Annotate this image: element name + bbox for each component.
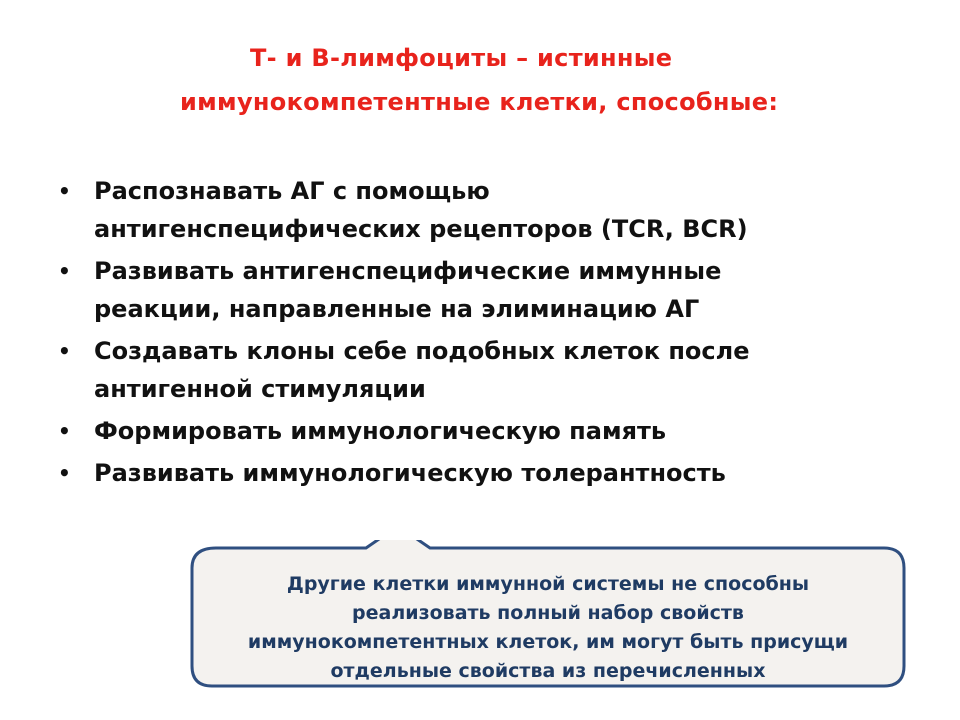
bullet-text-line-1: Развивать антигенспецифические иммунные — [94, 257, 722, 285]
title-line-2: иммунокомпетентные клетки, способные: — [180, 88, 779, 116]
bullet-list — [58, 172, 918, 496]
bullet-marker: • — [58, 179, 71, 203]
bullet-text-line-2: реакции, направленные на элиминацию АГ — [94, 295, 700, 323]
bullet-marker: • — [58, 461, 71, 485]
bullet-text-line-1: Развивать иммунологическую толерантность — [94, 459, 726, 487]
title-line-1: Т- и В-лимфоциты – истинные — [250, 44, 673, 72]
bullet-item-memory — [58, 412, 918, 450]
callout-text — [188, 570, 908, 686]
bullet-item-recognize — [58, 172, 918, 248]
bullet-text-line-1: Формировать иммунологическую память — [94, 417, 667, 445]
bullet-text-line-1: Распознавать АГ с помощью — [94, 177, 490, 205]
bullet-item-tolerance — [58, 454, 918, 492]
bullet-item-create-clones — [58, 332, 918, 408]
callout-line-3: иммунокомпетентных клеток, им могут быть присущи — [247, 631, 849, 653]
bullet-marker: • — [58, 339, 71, 363]
bullet-marker: • — [58, 419, 71, 443]
callout-box — [188, 540, 908, 690]
slide-title — [180, 36, 900, 124]
bullet-marker: • — [58, 259, 71, 283]
callout-line-4: отдельные свойства из перечисленных — [330, 660, 766, 682]
callout-line-1: Другие клетки иммунной системы не способны — [286, 573, 810, 595]
bullet-text-line-2: антигенной стимуляции — [94, 375, 426, 403]
bullet-text-line-2: антигенспецифических рецепторов (TCR, BCR) — [94, 215, 748, 243]
bullet-item-develop-reactions — [58, 252, 918, 328]
callout-line-2: реализовать полный набор свойств — [352, 602, 744, 624]
bullet-text-line-1: Создавать клоны себе подобных клеток после — [94, 337, 750, 365]
